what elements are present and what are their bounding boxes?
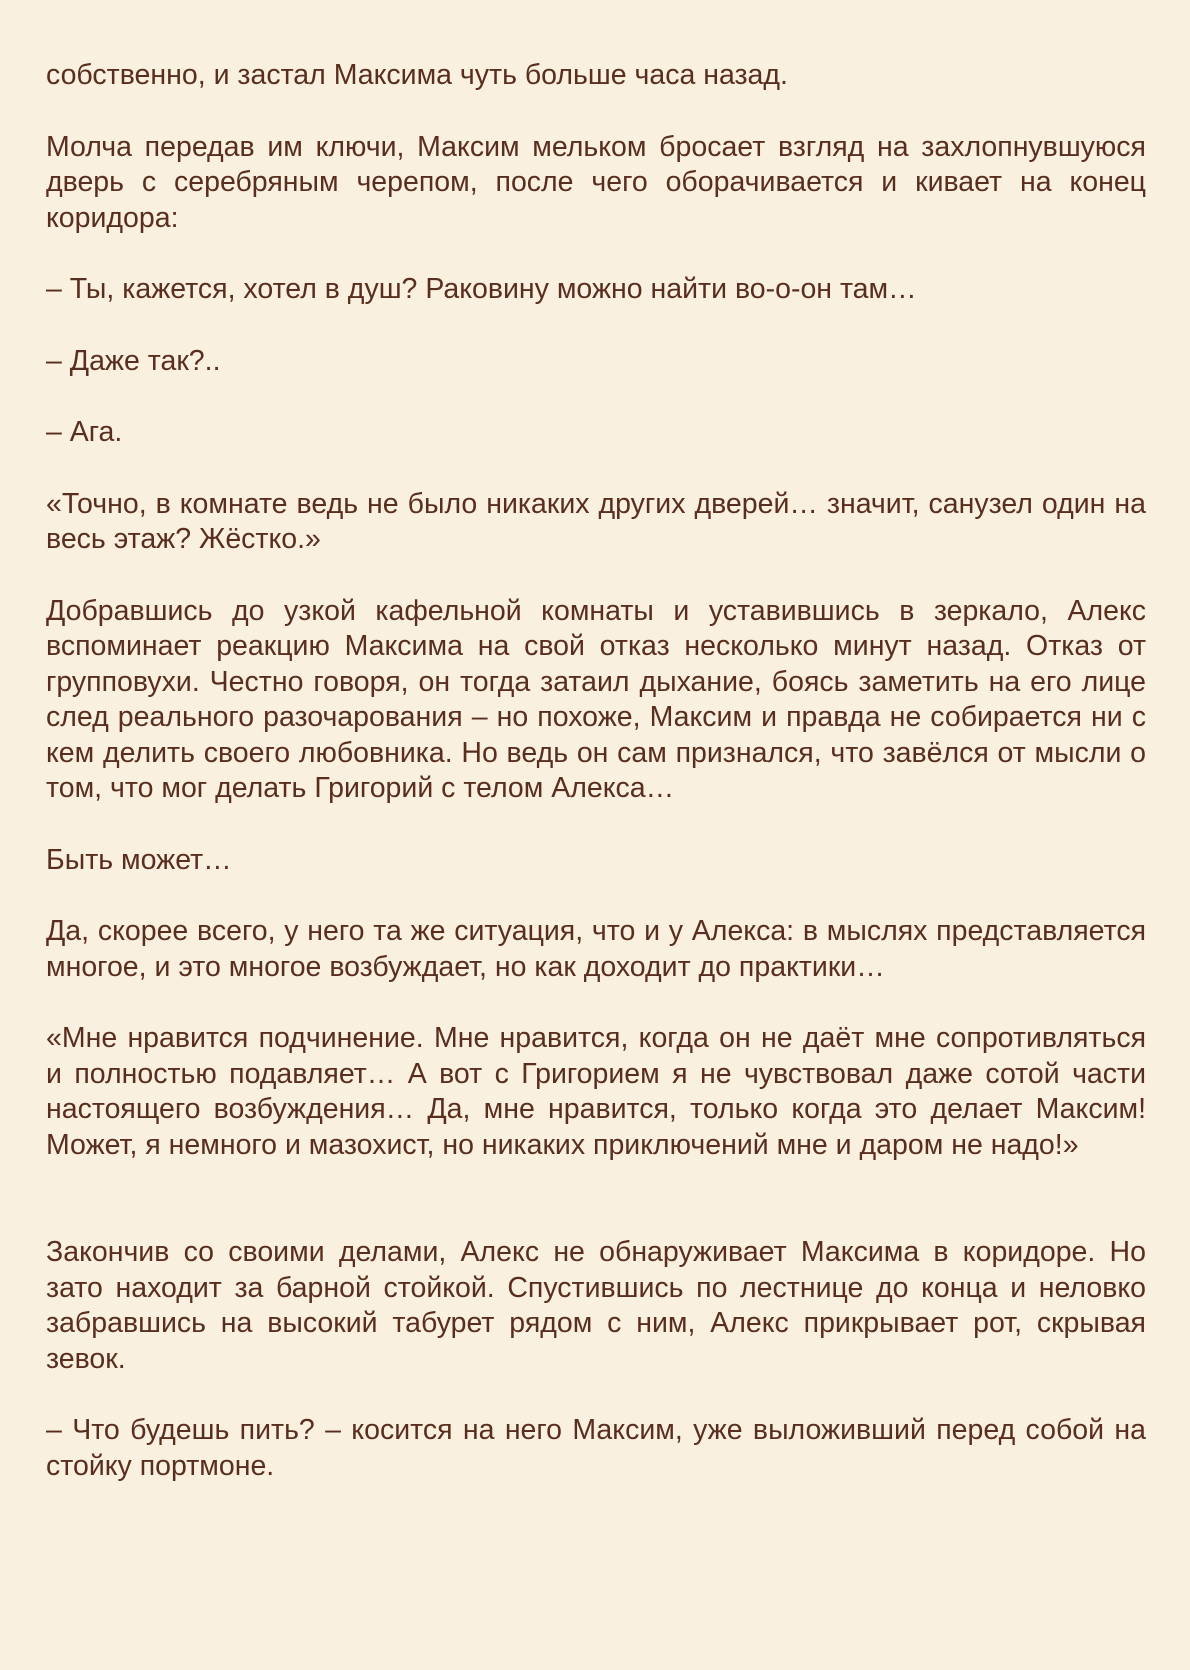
dialogue-line: – Ты, кажется, хотел в душ? Раковину можно найти во-о-он там…	[46, 273, 917, 305]
paragraph: Закончив со своими делами, Алекс не обнаруживает Максима в коридоре. Но зато находит за барной стойкой. Спустившись по лестнице до конца и неловко забравшись на высокий табурет рядом с ним, Алекс прикрывает рот, скрывая зевок.	[46, 1236, 1146, 1375]
thought-paragraph: «Мне нравится подчинение. Мне нравится, когда он не даёт мне сопротивляться и полностью подавляет… А вот с Григорием я не чувствовал даже сотой части настоящего возбуждения… Да, мне нравится, только когда это делает Максим! Может, я немного и мазохист, но никаких приключений мне и даром не надо!»	[46, 1022, 1146, 1161]
paragraph: Молча передав им ключи, Максим мельком бросает взгляд на захлопнувшуюся дверь с серебряным черепом, после чего оборачивается и кивает на конец коридора:	[46, 130, 1146, 234]
dialogue-line: – Что будешь пить? – косится на него Максим, уже выложивший перед собой на стойку портмоне.	[46, 1414, 1146, 1482]
dialogue-line: – Даже так?..	[46, 344, 221, 377]
thought-paragraph: «Точно, в комнате ведь не было никаких других дверей… значит, санузел один на весь этаж? Жёстко.»	[46, 487, 1146, 555]
paragraph: собственно, и застал Максима чуть больше часа назад.	[46, 59, 788, 91]
paragraph: Быть может…	[46, 843, 232, 876]
paragraph: Да, скорее всего, у него та же ситуация, что и у Алекса: в мыслях представляется многое, и это многое возбуждает, но как доходит до практики…	[46, 915, 1146, 983]
paragraph: Добравшись до узкой кафельной комнаты и уставившись в зеркало, Алекс вспоминает реакцию Максима на свой отказ несколько минут назад. Отказ от групповухи. Честно говоря, он тогда затаил дыхание, боясь заметить на его лице след реального разочарования – но похоже, Максим и правда не собирается ни с кем делить своего любовника. Но ведь он сам признался, что завёлся от мысли о том, что мог делать Григорий с телом Алекса…	[46, 594, 1146, 804]
document-body	[46, 58, 1146, 1520]
dialogue-line: – Ага.	[46, 416, 123, 448]
